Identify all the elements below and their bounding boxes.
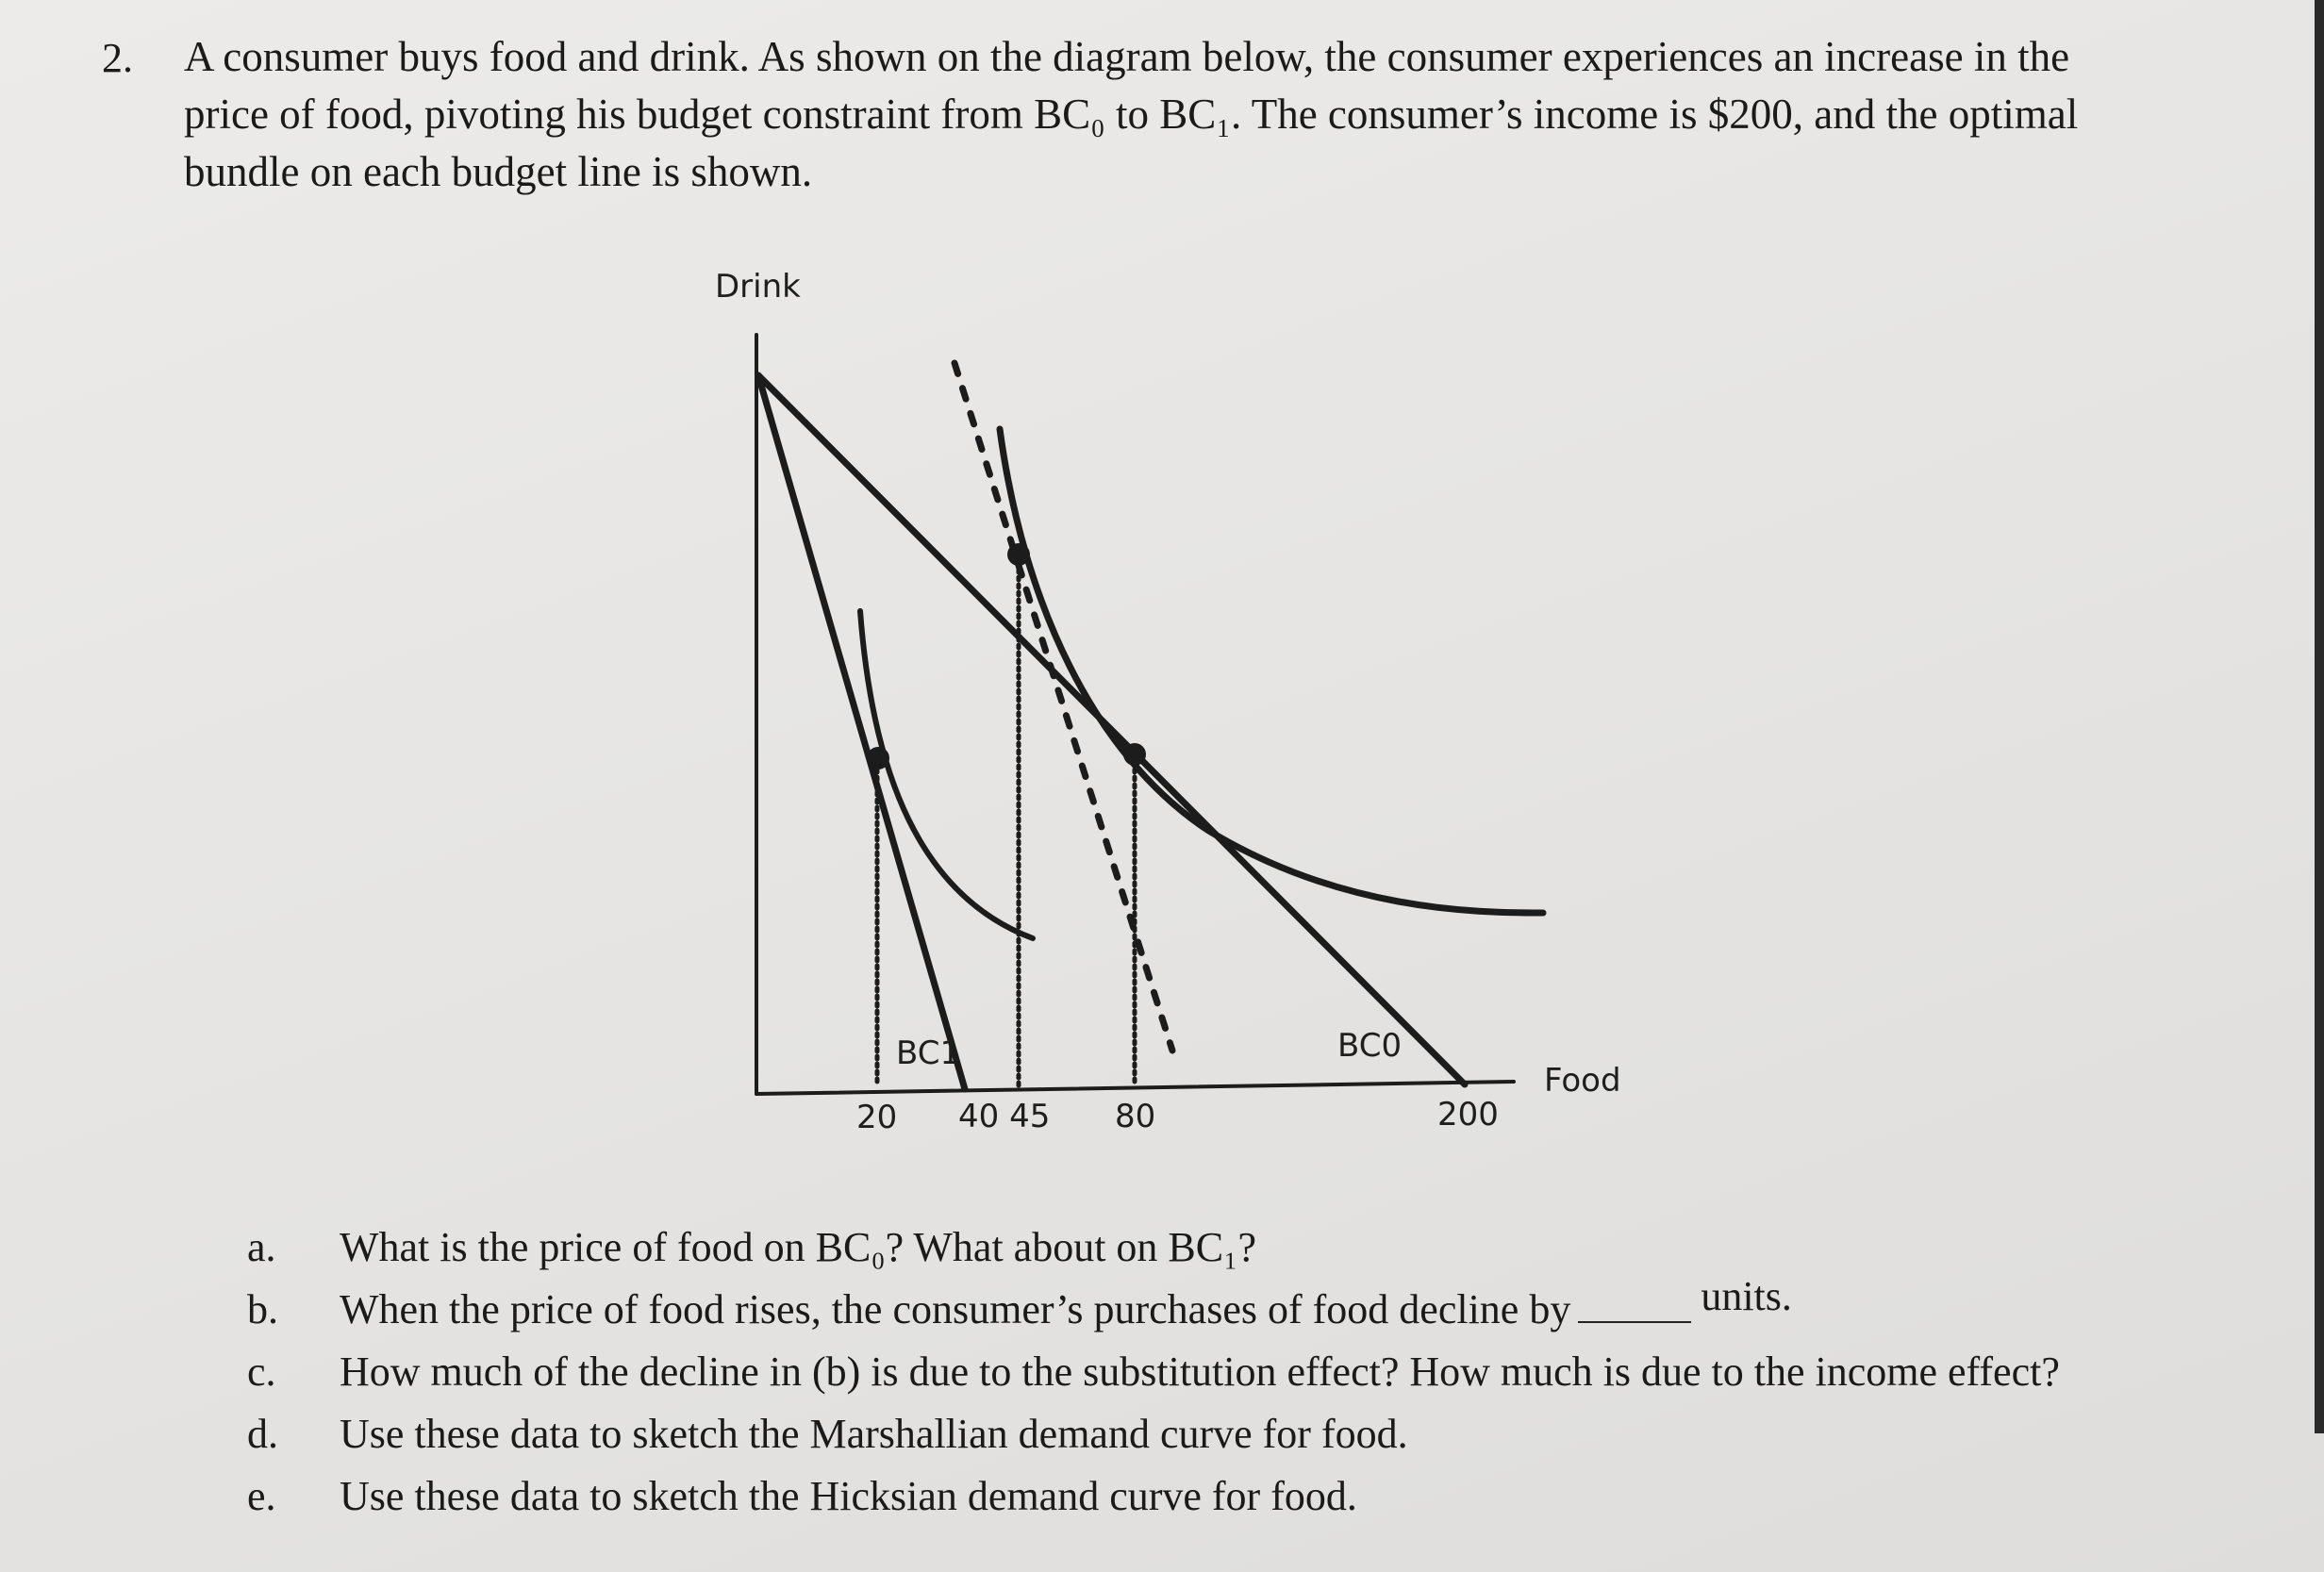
part-text-container — [340, 1273, 1792, 1341]
x-tick-20: 20 — [856, 1099, 898, 1136]
part-text: What is the price of food on BC₀? What about on BC₁? — [340, 1224, 1256, 1270]
indifference-curve-high — [1000, 429, 1543, 913]
x-axis-label: Food — [1544, 1062, 1621, 1100]
part-text: When the price of food rises, the consumer’s purchases of food decline by — [340, 1286, 1571, 1332]
x-tick-40-45: 40 45 — [958, 1098, 1051, 1135]
part-text: Use these data to sketch the Hicksian demand curve for food. — [340, 1473, 1357, 1519]
part-letter: d. — [247, 1411, 278, 1457]
question-number: 2. — [102, 35, 133, 81]
intro-line-3: bundle on each budget line is shown. — [184, 148, 813, 195]
part-letter: c. — [247, 1349, 276, 1395]
answer-blank — [1578, 1283, 1691, 1323]
compensated-bundle — [1007, 543, 1030, 566]
indifference-curve-low — [860, 611, 1033, 938]
intro-line-2: price of food, pivoting his budget constraint from BC₀ to BC₁. The consumer’s income is $200, and the optimal — [184, 91, 2079, 138]
units-suffix: units. — [1701, 1273, 1792, 1319]
part-letter: b. — [247, 1286, 278, 1332]
compensated-budget-line — [954, 363, 1172, 1051]
x-tick-200: 200 — [1437, 1096, 1499, 1133]
optimal-bundle-bc1 — [867, 747, 889, 769]
intro-line-1: A consumer buys food and drink. As shown on the diagram below, the consumer experiences an increase in the — [184, 33, 2070, 80]
bc1-label: BC1 — [896, 1034, 961, 1072]
part-text: Use these data to sketch the Marshallian demand curve for food. — [340, 1411, 1408, 1457]
x-tick-80: 80 — [1115, 1098, 1156, 1135]
y-axis-label: Drink — [715, 268, 801, 306]
optimal-bundle-bc0 — [1123, 743, 1146, 766]
part-letter: a. — [247, 1224, 276, 1270]
part-text: How much of the decline in (b) is due to the substitution effect? How much is due to the income effect? — [340, 1349, 2060, 1395]
part-letter: e. — [247, 1473, 276, 1519]
bc0-label: BC0 — [1337, 1027, 1403, 1065]
